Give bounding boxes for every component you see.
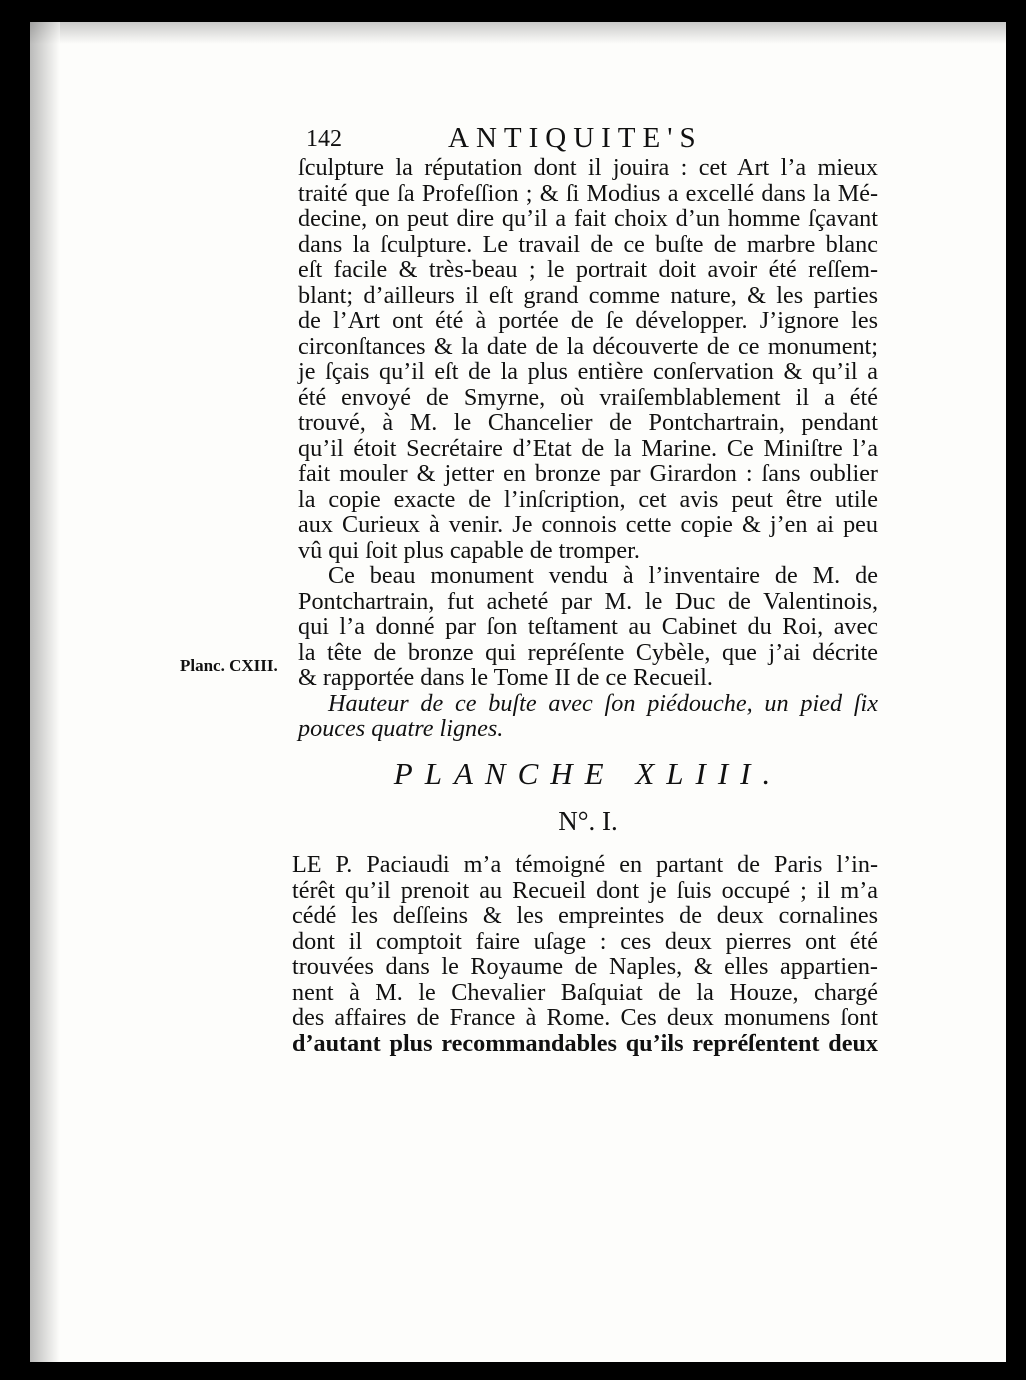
text-line: térêt qu’il prenoit au Recueil dont je ſuis occupé ; il m’a [292, 876, 878, 904]
text-line: traité que ſa Profeſſion ; & ſi Modius a excellé dans la Mé- [298, 179, 878, 207]
page-shadow-top [30, 22, 1006, 44]
text-line: pouces quatre lignes. [298, 715, 504, 742]
page-number: 142 [306, 126, 342, 152]
text-line: été envoyé de Smyrne, où vraiſemblablement il a été [298, 383, 878, 411]
text-line: fait mouler & jetter en bronze par Girardon : ſans oublier [298, 460, 878, 487]
page-shadow-left [30, 22, 60, 1362]
text-line: & rapportée dans le Tome II de ce Recueil. [298, 664, 713, 691]
text-line: Ce beau monument vendu à l’inventaire de M. de [328, 562, 878, 589]
text-line: dont il comptoit faire uſage : ces deux pierres ont été [292, 927, 878, 955]
text-line: qu’il étoit Secrétaire d’Etat de la Marine. Ce Miniſtre l’a [298, 434, 878, 462]
plate-title: PLANCHE XLIII. [393, 756, 783, 791]
text-line: je ſçais qu’il eſt de la plus entière conſervation & qu’il a [298, 358, 878, 385]
main-text-block [298, 155, 878, 742]
text-line: cédé les deſſeins & les empreintes de deux cornalines [292, 902, 878, 929]
text-line: d’autant plus recommandables qu’ils repréſentent deux [292, 1029, 878, 1057]
text-line: nent à M. le Chevalier Baſquiat de la Houze, chargé [292, 978, 878, 1006]
text-line: de l’Art ont été à portée de ſe développer. J’ignore les [298, 307, 878, 334]
text-line: Hauteur de ce buſte avec ſon piédouche, un pied ſix [328, 689, 878, 717]
plate-number: N°. I. [558, 806, 618, 836]
text-line: decine, on peut dire qu’il a fait choix d’un homme ſçavant [298, 205, 878, 232]
page-header [306, 122, 866, 158]
text-line: la tête de bronze qui repréſente Cybèle, que j’ai décrite [298, 638, 878, 666]
text-line: la copie exacte de l’inſcription, cet avis peut être utile [298, 485, 878, 513]
text-line: ſculpture la réputation dont il jouira : cet Art l’a mieux [298, 154, 878, 181]
text-line: des affaires de France à Rome. Ces deux monumens ſont [292, 1004, 878, 1031]
text-line: trouvées dans le Royaume de Naples, & elles appartien- [292, 953, 878, 980]
text-line: aux Curieux à venir. Je connois cette copie & j’en ai peu [298, 511, 878, 538]
running-title: ANTIQUITE'S [448, 122, 703, 154]
second-text-block [292, 852, 878, 1056]
text-line: circonſtances & la date de la découverte de ce monument; [298, 332, 878, 360]
text-line: vû qui ſoit plus capable de tromper. [298, 536, 640, 564]
margin-note: Planc. CXIII. [180, 656, 278, 675]
text-line: eſt facile & très-beau ; le portrait doit avoir été reſſem- [298, 256, 878, 283]
text-line: LE P. Paciaudi m’a témoigné en partant de Paris l’in- [292, 851, 878, 878]
text-line: dans la ſculpture. Le travail de ce buſte de marbre blanc [298, 230, 878, 258]
text-line: blant; d’ailleurs il eſt grand comme nature, & les parties [298, 281, 878, 309]
text-line: qui l’a donné par ſon teſtament au Cabinet du Roi, avec [298, 613, 878, 640]
text-line: trouvé, à M. le Chancelier de Pontchartrain, pendant [298, 409, 878, 436]
text-line: Pontchartrain, fut acheté par M. le Duc de Valentinois, [298, 587, 878, 615]
